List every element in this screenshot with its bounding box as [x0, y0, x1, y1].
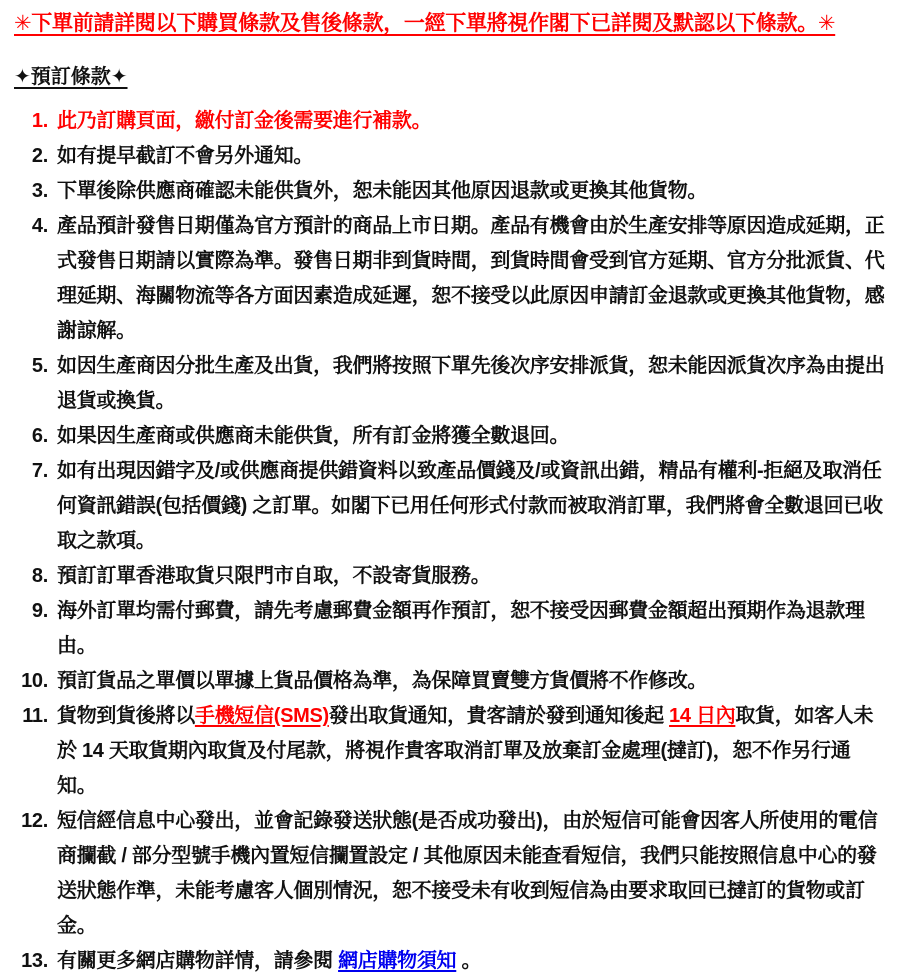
term-number: 11. — [22, 705, 48, 727]
term-item — [4, 804, 913, 944]
term-text — [57, 209, 888, 349]
term-text-segment: 下單後除供應商確認未能供貨外，恕未能因其他原因退款或更換其他貨物。 — [57, 180, 708, 202]
term-text — [57, 419, 888, 454]
pickup-deadline-highlight: 14 日內 — [669, 705, 736, 727]
term-item — [4, 139, 913, 174]
term-text — [57, 559, 888, 594]
term-text-segment: 有關更多網店購物詳情，請參閱 — [57, 950, 339, 972]
term-text-segment: 如因生產商因分批生產及出貨，我們將按照下單先後次序安排派貨，恕未能因派貨次序為由提出退貨或換貨。 — [57, 355, 885, 412]
term-text-segment: 。 — [456, 950, 482, 972]
term-text — [57, 804, 888, 944]
term-number: 9. — [31, 600, 48, 622]
term-number: 4. — [31, 215, 48, 237]
term-item — [4, 174, 913, 209]
term-text-segment: 產品預計發售日期僅為官方預計的商品上市日期。產品有機會由於生產安排等原因造成延期，正式發售日期請以實際為準。發售日期非到貨時間，到貨時間會受到官方延期、官方分批派貨、代理延期、海關物流等各方面因素造成延遲，恕不接受以此原因申請訂金退款或更換其他貨物，感謝諒解。 — [57, 215, 885, 342]
term-text-segment: 貨物到貨後將以 — [57, 705, 195, 727]
pre-order-warning-banner: ✳下單前請詳閱以下購買條款及售後條款，一經下單將視作閣下已詳閱及默認以下條款。✳ — [14, 12, 836, 35]
term-number: 1. — [31, 110, 48, 132]
term-text-segment: 發出取貨通知，貴客請於發到通知後起 — [328, 705, 670, 727]
online-store-notice-link[interactable]: 網店購物須知 — [338, 950, 457, 972]
term-item — [4, 944, 913, 979]
term-text — [57, 699, 888, 804]
terms-list — [4, 104, 913, 979]
term-text-segment: 預訂貨品之單價以單據上貨品價格為準，為保障買賣雙方貨價將不作修改。 — [57, 670, 708, 692]
term-text — [57, 349, 888, 419]
term-item — [4, 699, 913, 804]
term-item — [4, 454, 913, 559]
term-text — [57, 944, 888, 979]
term-item — [4, 209, 913, 349]
sms-highlight: 手機短信(SMS) — [194, 705, 329, 727]
term-number: 13. — [21, 950, 48, 972]
term-item — [4, 594, 913, 664]
term-item — [4, 419, 913, 454]
term-number: 6. — [31, 425, 48, 447]
term-text — [57, 139, 888, 174]
term-number: 7. — [31, 460, 48, 482]
term-text — [57, 454, 888, 559]
term-number: 12. — [21, 810, 48, 832]
term-number: 8. — [31, 565, 48, 587]
term-number: 5. — [31, 355, 48, 377]
term-number: 10. — [21, 670, 48, 692]
term-item — [4, 104, 913, 139]
term-text-segment: 如有提早截訂不會另外通知。 — [57, 145, 314, 167]
term-item — [4, 664, 913, 699]
term-text-segment: 如果因生產商或供應商未能供貨，所有訂金將獲全數退回。 — [57, 425, 570, 447]
term-item — [4, 559, 913, 594]
term-text-segment: 此乃訂購頁面，繳付訂金後需要進行補款。 — [57, 110, 432, 132]
term-text — [57, 104, 888, 139]
term-text-segment: 海外訂單均需付郵費，請先考慮郵費金額再作預訂，恕不接受因郵費金額超出預期作為退款理由。 — [57, 600, 865, 657]
term-text — [57, 664, 888, 699]
term-text-segment: 預訂訂單香港取貨只限門市自取，不設寄貨服務。 — [57, 565, 491, 587]
term-item — [4, 349, 913, 419]
term-text-segment: 如有出現因錯字及/或供應商提供錯資料以致產品價錢及/或資訊出錯，精品有權利-拒絕及取消任何資訊錯誤(包括價錢) 之訂單。如閣下已用任何形式付款而被取消訂單，我們將會全數退回已收取之款項。 — [57, 460, 883, 552]
term-text-segment: 短信經信息中心發出，並會記錄發送狀態(是否成功發出)，由於短信可能會因客人所使用的電信商攔截 / 部分型號手機內置短信攔置設定 / 其他原因未能查看短信，我們只能按照信息中心的發送狀態作準，未能考慮客人個別情況，恕不接受未有收到短信為由要求取回已撻訂的貨物或訂金。 — [57, 810, 878, 937]
section-title: ✦預訂條款✦ — [14, 66, 128, 88]
term-number: 2. — [31, 145, 48, 167]
term-number: 3. — [31, 180, 48, 202]
term-text — [57, 174, 888, 209]
term-text-segment: 取貨，如客人未於 14 天取貨期內取貨及付尾款，將視作貴客取消訂單及放棄訂金處理(撻訂)，恕不作另行通知。 — [57, 705, 874, 797]
term-text — [57, 594, 888, 664]
